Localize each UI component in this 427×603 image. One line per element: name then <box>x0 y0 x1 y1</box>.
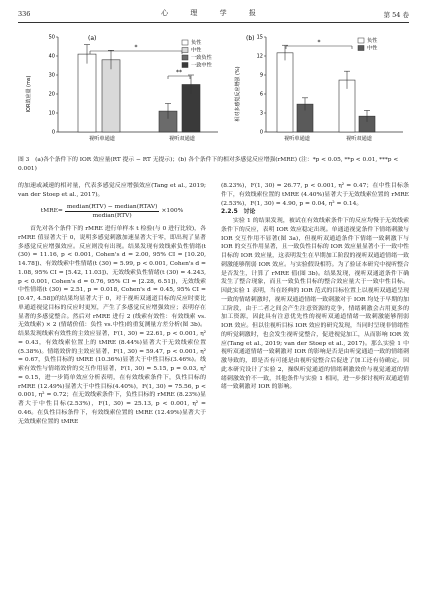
y-tick-label: 9 <box>259 72 263 79</box>
panel-b-bars <box>277 45 375 132</box>
panel-a-group-labels <box>89 134 195 142</box>
paragraph: 的加速或减速的相对量，代表多感觉反应增强效应(Tang et al., 2019; van der Stoep et al., 2017)。 <box>18 183 206 198</box>
panel-b <box>234 35 403 142</box>
journal-title: 心 理 学 报 <box>161 9 266 17</box>
bar <box>277 53 293 132</box>
y-tick-label: 50 <box>48 34 55 41</box>
section-heading: 2.2.5 讨论 <box>221 209 256 216</box>
panel-b-legend <box>358 36 378 52</box>
panel-b-ylabel: 相对多感觉反应增强 (%) <box>235 66 241 122</box>
rmre-equation <box>18 203 206 222</box>
legend-label: 中性 <box>191 47 202 54</box>
legend-swatch <box>182 55 188 60</box>
x-group-label: 视听双通道 <box>169 136 195 142</box>
panel-a-sig-1: * <box>134 44 138 51</box>
panel-b-group-labels <box>284 134 372 142</box>
panel-b-sig: * <box>317 39 321 46</box>
page-number: 336 <box>18 10 31 18</box>
legend-swatch <box>182 40 188 45</box>
panel-a-label: (a) <box>88 35 97 42</box>
figure-caption: 图 3 (a)各个条件下的 IOR 效应量(RT 提示 − RT 无提示)；(b) 各个条件下的相对多感觉反应增强(rMRE) (注：*p < 0.05, **p < 0.01, ***p < 0.001) <box>18 157 399 172</box>
paragraph: 首先对各个条件下的 rMRE 进行单样本 t 检验(与 0 进行比较)，各 rMRE 值显著大于 0，说明多感觉刺激加速显著大于零，即出现了显著多感觉反应增强效应。反应则没有出现。结果发现有效线索负性情绪(t (30) = 11.16, p < 0.001, Cohen's d = 2.00, 95% CI = [10.20, 14.78])、有效线索中性情绪(t (30) = 5.99, p < 0.001, Cohen's d = 1.08, 95% CI = [5.42, 11.03])、无效线索负性情绪(t (30) = 4.243, p < 0.001, Cohen's d = 0.76, 95% CI = [2.28, 6.51])，无效线索中性情绪(t (30) = 2.51, p = 0.018, Cohen's d = 0.45, 95% CI = [0.47, 4.58])的结果均显著大于 0，对于视听双通道目标的反应时要比单通道视觉目标的反应时更短，产生了多感觉反应增强效应；表明存在显著的多感觉整合。然后对 rMRE 进行 2 (线索有效性：有效线索 vs.无效线索) × 2 (情绪价值：负性 vs.中性)的重复测量方差分析(图 3b)。结果发现线索有效性的主效应显著，F(1, 30) = 22.61, p < 0.001, η² = 0.43，有效线索位置上的 tMRE (8.44%)显著大于无效线索位置(5.38%)。情绪效价的主效应显著，F(1, 30) = 59.47, p < 0.001, η² = 0.67，负性目标的 tMRE (10.36%)显著大于中性目标(3.46%)。线索有效性与情绪效价的交互作用显著，F(1, 30) = 5.15, p = 0.03, η² = 0.15，进一步简单效应分析表明，在有效线索条件下，负性目标的 rMRE (12.49%)显著大于中性目标(4.40%)，F(1, 30) = 75.56, p < 0.001, η² = 0.72；在无效线索条件下，负性目标的 rMRE (8.23%)显著大于中性目标(2.53%)，F(1, 30) = 25.13, p < 0.001, η² = 0.46。在负性目标条件下，有效线索位置的 tMRE (12.49%)显著大于无效线索位置的 tMRE <box>18 226 206 425</box>
legend-swatch <box>182 48 188 53</box>
paragraph: 实验 1 的结果发现，被试在有效线索条件下的反应均慢于无效线索条件下的反应，表明 IOR 效应稳定出现。单通道视觉条件下情绪刺激与 IOR 交互作用不显著(图 3a)，但视听双通道条件下情绪一致刺激下与 IOR 的交互作用显著，且一致负性目标的 IOR 效应量显著小于一致中性目标的 IOR 效应量，这表明发生在早期加工阶段的视听双通道情绪一致刺激能够削弱 IOR 效应。与实验假设相符。为了验证本研究中视听整合是否发生，计算了 rMRE 值(图 3b)。结果发现，视听双通道条件下确发生了整合现象，而且一致负性目标的整合效应量大于一致中性目标。因此实验 1 表明，当在经典的 IOR 范式的目标位置上以视听双通道呈现一致的情绪刺激时，视听双通道情绪一致刺激对于 IOR 均处于早期的加工阶段，由于二者之间会产生注意资源的竞争，情绪刺激会占用更多的加工资源，因此具有注意优先性的视听双通道情绪一致刺激能够削弱 IOR 效应。但以往视听目标 IOR 效应的研究发现，当同时呈现非情绪性的听觉刺激时，也会发生视听觉整合，促进视觉加工，从而影响 IOR 效应(Tang et al., 2019; van der Stoep et al., 2017)。那么实验 1 中视听双通道情绪一致刺激对 IOR 的影响是否是由听觉通道一致的情绪刺激导致的，即是否有可能是由视听觉整合后促进了加工还有待确定。因此本研究设计了实验 2，操纵听觉通道的情绪刺激效价与视觉通道的情绪刺激效价不一致，其他条件与实验 1 相同，进一步探讨视听双通道情绪一致刺激对 IOR 的影响。 <box>221 218 409 391</box>
y-tick-label: 12 <box>256 53 263 60</box>
y-tick-label: 20 <box>48 91 55 98</box>
paragraph: (8.23%)，F(1, 30) = 26.77, p < 0.001, η² = 0.47；在中性目标条件下，有效线索位置的 tMRE (4.40%)显著大于无效线索位置的 rMRE (2.53%)，F(1, 30) = 4.90, p = 0.04, η² = 0.14。 <box>221 183 409 207</box>
running-header <box>18 8 409 20</box>
legend-label: 一致负性 <box>191 55 212 61</box>
x-group-label: 视听单通道 <box>284 136 310 142</box>
legend-swatch <box>358 38 364 43</box>
y-tick-label: 0 <box>51 129 55 136</box>
panel-a-bars <box>78 45 200 132</box>
legend-label: 一致中性 <box>191 62 212 69</box>
legend-swatch <box>358 46 364 51</box>
equation-denominator: median(RTV) <box>92 213 132 220</box>
y-tick-label: 3 <box>259 110 263 117</box>
equation-tail: ×100% <box>161 208 184 215</box>
equation-lhs: tMRE= <box>40 208 63 215</box>
y-tick-label: 30 <box>48 72 55 79</box>
volume-label: 第 54 卷 <box>383 11 409 19</box>
panel-a-ticks <box>49 35 58 136</box>
panel-a-sig-2: ** <box>176 69 182 76</box>
equation-numerator: median(RTV) − median(RTAV) <box>65 203 160 213</box>
panel-a-ylabel: IOR效应量 (ms) <box>26 75 32 113</box>
legend-label: 负性 <box>367 38 378 44</box>
equation-fraction <box>65 203 160 222</box>
figure-svg <box>18 32 409 152</box>
legend-label: 中性 <box>367 45 378 52</box>
figure-3 <box>18 32 409 152</box>
panel-a <box>25 35 218 142</box>
panel-b-label: (b) <box>246 35 255 42</box>
x-group-label: 视听双通道 <box>346 136 372 142</box>
y-tick-label: 10 <box>48 110 55 117</box>
x-group-label: 视听单通道 <box>89 136 115 142</box>
panel-a-legend <box>182 38 213 69</box>
right-column <box>221 182 409 392</box>
y-tick-label: 0 <box>259 129 263 136</box>
bar <box>102 60 120 132</box>
legend-label: 负性 <box>191 40 202 46</box>
bar <box>78 54 96 132</box>
y-tick-label: 40 <box>48 53 55 60</box>
y-tick-label: 15 <box>256 34 263 41</box>
legend-swatch <box>182 63 188 68</box>
panel-b-ticks <box>257 35 266 136</box>
y-tick-label: 6 <box>259 91 263 98</box>
header-rule <box>18 22 409 23</box>
left-column <box>18 182 206 426</box>
